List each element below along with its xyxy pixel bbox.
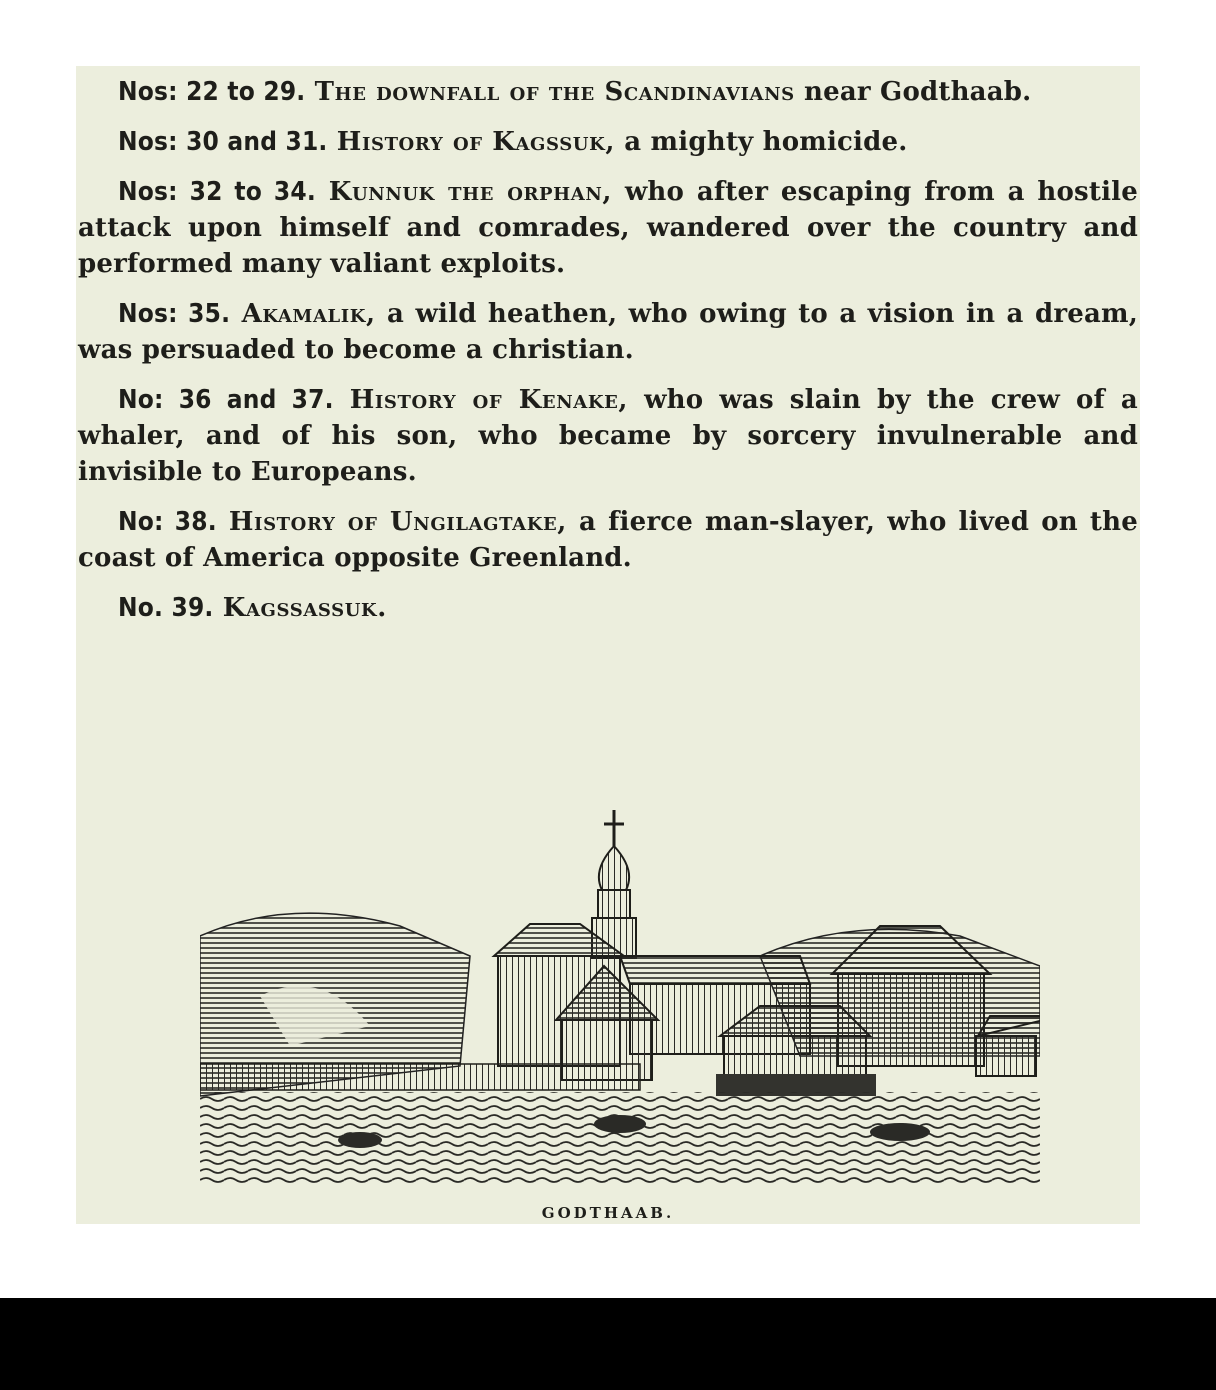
entry-22-29	[78, 74, 1138, 110]
book-page	[76, 66, 1140, 1224]
entry-36-37	[78, 382, 1138, 490]
entry-number: Nos: 32 to 34.	[118, 177, 316, 207]
entry-number: Nos: 30 and 31.	[118, 127, 328, 157]
entry-39	[78, 590, 1138, 626]
black-border-band	[0, 1298, 1216, 1390]
entry-number: No: 36 and 37.	[118, 385, 334, 415]
entry-number: Nos: 35.	[118, 299, 231, 329]
entry-title: The downfall of the Scandinavians	[314, 77, 795, 107]
entry-text: near Godthaab.	[794, 77, 1032, 107]
entry-title: Kunnuk the orphan,	[328, 177, 613, 207]
entry-list	[78, 74, 1138, 640]
engraving-caption: GODTHAAB.	[541, 1204, 675, 1222]
entry-title: History of Ungilagtake,	[228, 507, 567, 537]
entry-38	[78, 504, 1138, 576]
entry-title: History of Kenake,	[349, 385, 629, 415]
entry-number: No. 39.	[118, 593, 214, 623]
entry-32-34	[78, 174, 1138, 282]
entry-text: a mighty homicide.	[615, 127, 908, 157]
entry-number: No: 38.	[118, 507, 217, 537]
entry-title: Akamalik,	[241, 299, 376, 329]
entry-text: who after escaping from a hostile attack upon himself and comrades, wandered over the country and performed many valiant exploits.	[78, 177, 1138, 279]
entry-30-31	[78, 124, 1138, 160]
entry-text: a fierce man-slayer, who lived on the coast of America opposite Greenland.	[78, 507, 1138, 573]
entry-35	[78, 296, 1138, 368]
entry-title: Kagssassuk.	[222, 593, 387, 623]
entry-text: a wild heathen, who owing to a vision in a dream, was persuaded to become a christian.	[78, 299, 1138, 365]
entry-title: History of Kagssuk,	[336, 127, 615, 157]
entry-number: Nos: 22 to 29.	[118, 77, 306, 107]
godthaab-engraving	[200, 806, 1040, 1186]
entry-text: who was slain by the crew of a whaler, and of his son, who became by sorcery invulnerable and invisible to Europeans.	[78, 385, 1138, 487]
